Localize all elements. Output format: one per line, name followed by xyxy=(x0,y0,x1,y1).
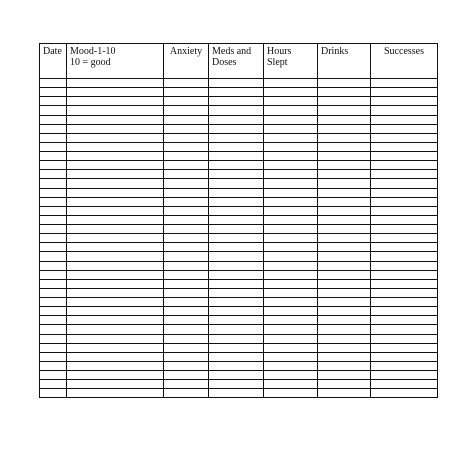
cell-date[interactable] xyxy=(40,79,67,88)
cell-mood[interactable] xyxy=(67,79,164,88)
cell-successes[interactable] xyxy=(371,261,438,270)
cell-drinks[interactable] xyxy=(318,389,371,398)
cell-drinks[interactable] xyxy=(318,206,371,215)
cell-anxiety[interactable] xyxy=(164,79,209,88)
cell-mood[interactable] xyxy=(67,142,164,151)
cell-mood[interactable] xyxy=(67,179,164,188)
cell-anxiety[interactable] xyxy=(164,106,209,115)
cell-successes[interactable] xyxy=(371,115,438,124)
table-row xyxy=(40,161,438,170)
cell-mood[interactable] xyxy=(67,352,164,361)
cell-drinks[interactable] xyxy=(318,79,371,88)
cell-date[interactable] xyxy=(40,106,67,115)
cell-hours-slept[interactable] xyxy=(264,197,318,206)
cell-date[interactable] xyxy=(40,325,67,334)
cell-successes[interactable] xyxy=(371,252,438,261)
cell-date[interactable] xyxy=(40,261,67,270)
cell-meds[interactable] xyxy=(209,380,264,389)
cell-hours-slept[interactable] xyxy=(264,298,318,307)
cell-drinks[interactable] xyxy=(318,142,371,151)
cell-hours-slept[interactable] xyxy=(264,97,318,106)
table-row xyxy=(40,170,438,179)
table-row xyxy=(40,115,438,124)
cell-meds[interactable] xyxy=(209,234,264,243)
cell-anxiety[interactable] xyxy=(164,206,209,215)
cell-successes[interactable] xyxy=(371,206,438,215)
table-body xyxy=(40,79,438,398)
cell-successes[interactable] xyxy=(371,371,438,380)
cell-drinks[interactable] xyxy=(318,179,371,188)
cell-successes[interactable] xyxy=(371,234,438,243)
table-row xyxy=(40,261,438,270)
cell-drinks[interactable] xyxy=(318,352,371,361)
cell-anxiety[interactable] xyxy=(164,133,209,142)
cell-anxiety[interactable] xyxy=(164,197,209,206)
cell-mood[interactable] xyxy=(67,389,164,398)
cell-anxiety[interactable] xyxy=(164,316,209,325)
cell-anxiety[interactable] xyxy=(164,298,209,307)
cell-anxiety[interactable] xyxy=(164,343,209,352)
table-row xyxy=(40,334,438,343)
cell-meds[interactable] xyxy=(209,325,264,334)
cell-anxiety[interactable] xyxy=(164,170,209,179)
cell-hours-slept[interactable] xyxy=(264,288,318,297)
cell-anxiety[interactable] xyxy=(164,389,209,398)
cell-date[interactable] xyxy=(40,234,67,243)
cell-successes[interactable] xyxy=(371,152,438,161)
cell-hours-slept[interactable] xyxy=(264,380,318,389)
table-row xyxy=(40,252,438,261)
table-row xyxy=(40,152,438,161)
cell-hours-slept[interactable] xyxy=(264,79,318,88)
cell-mood[interactable] xyxy=(67,225,164,234)
cell-drinks[interactable] xyxy=(318,170,371,179)
table-row xyxy=(40,389,438,398)
cell-meds[interactable] xyxy=(209,279,264,288)
cell-hours-slept[interactable] xyxy=(264,142,318,151)
cell-anxiety[interactable] xyxy=(164,124,209,133)
cell-meds[interactable] xyxy=(209,334,264,343)
cell-hours-slept[interactable] xyxy=(264,361,318,370)
cell-date[interactable] xyxy=(40,115,67,124)
cell-successes[interactable] xyxy=(371,142,438,151)
cell-hours-slept[interactable] xyxy=(264,343,318,352)
cell-anxiety[interactable] xyxy=(164,261,209,270)
table-row xyxy=(40,179,438,188)
cell-hours-slept[interactable] xyxy=(264,334,318,343)
cell-hours-slept[interactable] xyxy=(264,161,318,170)
cell-mood[interactable] xyxy=(67,252,164,261)
cell-date[interactable] xyxy=(40,270,67,279)
cell-date[interactable] xyxy=(40,152,67,161)
cell-anxiety[interactable] xyxy=(164,371,209,380)
cell-drinks[interactable] xyxy=(318,133,371,142)
cell-drinks[interactable] xyxy=(318,334,371,343)
table-row xyxy=(40,316,438,325)
cell-meds[interactable] xyxy=(209,270,264,279)
table-row xyxy=(40,225,438,234)
cell-hours-slept[interactable] xyxy=(264,252,318,261)
cell-meds[interactable] xyxy=(209,316,264,325)
cell-date[interactable] xyxy=(40,316,67,325)
cell-drinks[interactable] xyxy=(318,316,371,325)
cell-drinks[interactable] xyxy=(318,106,371,115)
cell-mood[interactable] xyxy=(67,288,164,297)
cell-date[interactable] xyxy=(40,161,67,170)
cell-anxiety[interactable] xyxy=(164,307,209,316)
header-anxiety: Anxiety xyxy=(164,44,209,79)
cell-successes[interactable] xyxy=(371,316,438,325)
cell-date[interactable] xyxy=(40,343,67,352)
header-row xyxy=(40,44,438,79)
cell-successes[interactable] xyxy=(371,334,438,343)
cell-hours-slept[interactable] xyxy=(264,389,318,398)
cell-drinks[interactable] xyxy=(318,152,371,161)
header-mood: Mood-1-10 10 = good xyxy=(67,44,164,79)
cell-anxiety[interactable] xyxy=(164,161,209,170)
cell-meds[interactable] xyxy=(209,252,264,261)
header-hours-slept: Hours Slept xyxy=(264,44,318,79)
cell-hours-slept[interactable] xyxy=(264,243,318,252)
cell-drinks[interactable] xyxy=(318,161,371,170)
cell-date[interactable] xyxy=(40,188,67,197)
cell-hours-slept[interactable] xyxy=(264,234,318,243)
cell-anxiety[interactable] xyxy=(164,361,209,370)
cell-drinks[interactable] xyxy=(318,234,371,243)
cell-anxiety[interactable] xyxy=(164,225,209,234)
cell-hours-slept[interactable] xyxy=(264,152,318,161)
cell-date[interactable] xyxy=(40,197,67,206)
cell-drinks[interactable] xyxy=(318,361,371,370)
cell-anxiety[interactable] xyxy=(164,142,209,151)
cell-anxiety[interactable] xyxy=(164,152,209,161)
cell-meds[interactable] xyxy=(209,288,264,297)
cell-drinks[interactable] xyxy=(318,225,371,234)
cell-drinks[interactable] xyxy=(318,288,371,297)
cell-mood[interactable] xyxy=(67,106,164,115)
cell-mood[interactable] xyxy=(67,298,164,307)
cell-successes[interactable] xyxy=(371,380,438,389)
cell-date[interactable] xyxy=(40,334,67,343)
cell-hours-slept[interactable] xyxy=(264,179,318,188)
cell-anxiety[interactable] xyxy=(164,88,209,97)
table-row xyxy=(40,234,438,243)
cell-drinks[interactable] xyxy=(318,325,371,334)
cell-anxiety[interactable] xyxy=(164,234,209,243)
cell-date[interactable] xyxy=(40,215,67,224)
cell-successes[interactable] xyxy=(371,279,438,288)
cell-meds[interactable] xyxy=(209,152,264,161)
cell-meds[interactable] xyxy=(209,243,264,252)
cell-date[interactable] xyxy=(40,352,67,361)
header-drinks: Drinks xyxy=(318,44,371,79)
cell-successes[interactable] xyxy=(371,88,438,97)
cell-date[interactable] xyxy=(40,206,67,215)
cell-hours-slept[interactable] xyxy=(264,316,318,325)
cell-anxiety[interactable] xyxy=(164,279,209,288)
cell-anxiety[interactable] xyxy=(164,288,209,297)
cell-mood[interactable] xyxy=(67,133,164,142)
cell-date[interactable] xyxy=(40,124,67,133)
cell-meds[interactable] xyxy=(209,206,264,215)
cell-mood[interactable] xyxy=(67,88,164,97)
cell-mood[interactable] xyxy=(67,270,164,279)
cell-anxiety[interactable] xyxy=(164,188,209,197)
cell-hours-slept[interactable] xyxy=(264,307,318,316)
table-row xyxy=(40,88,438,97)
table-row xyxy=(40,307,438,316)
cell-anxiety[interactable] xyxy=(164,352,209,361)
cell-successes[interactable] xyxy=(371,225,438,234)
cell-date[interactable] xyxy=(40,288,67,297)
cell-drinks[interactable] xyxy=(318,298,371,307)
cell-anxiety[interactable] xyxy=(164,97,209,106)
table-row xyxy=(40,361,438,370)
cell-anxiety[interactable] xyxy=(164,325,209,334)
cell-drinks[interactable] xyxy=(318,97,371,106)
cell-hours-slept[interactable] xyxy=(264,133,318,142)
table-row xyxy=(40,343,438,352)
cell-date[interactable] xyxy=(40,142,67,151)
table-row xyxy=(40,188,438,197)
cell-successes[interactable] xyxy=(371,307,438,316)
cell-drinks[interactable] xyxy=(318,188,371,197)
cell-drinks[interactable] xyxy=(318,124,371,133)
cell-meds[interactable] xyxy=(209,115,264,124)
cell-meds[interactable] xyxy=(209,361,264,370)
header-meds-and-doses: Meds and Doses xyxy=(209,44,264,79)
cell-anxiety[interactable] xyxy=(164,115,209,124)
cell-successes[interactable] xyxy=(371,197,438,206)
cell-successes[interactable] xyxy=(371,170,438,179)
cell-mood[interactable] xyxy=(67,261,164,270)
cell-mood[interactable] xyxy=(67,343,164,352)
cell-date[interactable] xyxy=(40,380,67,389)
table-row xyxy=(40,215,438,224)
cell-hours-slept[interactable] xyxy=(264,88,318,97)
cell-hours-slept[interactable] xyxy=(264,206,318,215)
cell-date[interactable] xyxy=(40,133,67,142)
cell-meds[interactable] xyxy=(209,225,264,234)
cell-successes[interactable] xyxy=(371,124,438,133)
cell-hours-slept[interactable] xyxy=(264,261,318,270)
cell-successes[interactable] xyxy=(371,188,438,197)
cell-meds[interactable] xyxy=(209,371,264,380)
cell-meds[interactable] xyxy=(209,106,264,115)
cell-meds[interactable] xyxy=(209,133,264,142)
cell-successes[interactable] xyxy=(371,179,438,188)
table-row xyxy=(40,106,438,115)
cell-hours-slept[interactable] xyxy=(264,225,318,234)
cell-hours-slept[interactable] xyxy=(264,115,318,124)
mood-log-table xyxy=(39,43,438,398)
cell-meds[interactable] xyxy=(209,188,264,197)
cell-anxiety[interactable] xyxy=(164,270,209,279)
cell-drinks[interactable] xyxy=(318,371,371,380)
table-row xyxy=(40,79,438,88)
cell-meds[interactable] xyxy=(209,79,264,88)
cell-successes[interactable] xyxy=(371,325,438,334)
table-row xyxy=(40,298,438,307)
cell-date[interactable] xyxy=(40,389,67,398)
cell-anxiety[interactable] xyxy=(164,334,209,343)
cell-successes[interactable] xyxy=(371,270,438,279)
header-successes: Successes xyxy=(371,44,438,79)
cell-drinks[interactable] xyxy=(318,197,371,206)
cell-drinks[interactable] xyxy=(318,380,371,389)
table-row xyxy=(40,380,438,389)
cell-hours-slept[interactable] xyxy=(264,106,318,115)
table-row xyxy=(40,270,438,279)
cell-successes[interactable] xyxy=(371,97,438,106)
cell-meds[interactable] xyxy=(209,389,264,398)
cell-drinks[interactable] xyxy=(318,215,371,224)
cell-hours-slept[interactable] xyxy=(264,170,318,179)
cell-anxiety[interactable] xyxy=(164,179,209,188)
table-row xyxy=(40,352,438,361)
cell-successes[interactable] xyxy=(371,106,438,115)
cell-mood[interactable] xyxy=(67,206,164,215)
cell-successes[interactable] xyxy=(371,79,438,88)
cell-drinks[interactable] xyxy=(318,279,371,288)
cell-drinks[interactable] xyxy=(318,270,371,279)
cell-successes[interactable] xyxy=(371,389,438,398)
cell-date[interactable] xyxy=(40,279,67,288)
cell-drinks[interactable] xyxy=(318,252,371,261)
cell-mood[interactable] xyxy=(67,380,164,389)
cell-meds[interactable] xyxy=(209,307,264,316)
cell-meds[interactable] xyxy=(209,179,264,188)
cell-date[interactable] xyxy=(40,97,67,106)
cell-mood[interactable] xyxy=(67,234,164,243)
cell-mood[interactable] xyxy=(67,215,164,224)
cell-hours-slept[interactable] xyxy=(264,352,318,361)
cell-mood[interactable] xyxy=(67,115,164,124)
cell-anxiety[interactable] xyxy=(164,243,209,252)
cell-mood[interactable] xyxy=(67,97,164,106)
cell-hours-slept[interactable] xyxy=(264,215,318,224)
cell-date[interactable] xyxy=(40,307,67,316)
cell-successes[interactable] xyxy=(371,288,438,297)
cell-mood[interactable] xyxy=(67,279,164,288)
table-row xyxy=(40,243,438,252)
cell-hours-slept[interactable] xyxy=(264,325,318,334)
cell-meds[interactable] xyxy=(209,197,264,206)
cell-date[interactable] xyxy=(40,298,67,307)
cell-mood[interactable] xyxy=(67,334,164,343)
cell-anxiety[interactable] xyxy=(164,252,209,261)
cell-meds[interactable] xyxy=(209,170,264,179)
header-date: Date xyxy=(40,44,67,79)
cell-drinks[interactable] xyxy=(318,115,371,124)
cell-mood[interactable] xyxy=(67,124,164,133)
cell-meds[interactable] xyxy=(209,124,264,133)
cell-mood[interactable] xyxy=(67,188,164,197)
cell-drinks[interactable] xyxy=(318,243,371,252)
cell-meds[interactable] xyxy=(209,352,264,361)
cell-mood[interactable] xyxy=(67,152,164,161)
cell-mood[interactable] xyxy=(67,361,164,370)
cell-successes[interactable] xyxy=(371,352,438,361)
cell-date[interactable] xyxy=(40,88,67,97)
cell-drinks[interactable] xyxy=(318,343,371,352)
cell-hours-slept[interactable] xyxy=(264,270,318,279)
table-row xyxy=(40,288,438,297)
cell-anxiety[interactable] xyxy=(164,380,209,389)
cell-date[interactable] xyxy=(40,252,67,261)
cell-meds[interactable] xyxy=(209,298,264,307)
cell-hours-slept[interactable] xyxy=(264,124,318,133)
table-row xyxy=(40,279,438,288)
cell-meds[interactable] xyxy=(209,97,264,106)
cell-date[interactable] xyxy=(40,243,67,252)
cell-meds[interactable] xyxy=(209,215,264,224)
cell-mood[interactable] xyxy=(67,170,164,179)
table-row xyxy=(40,206,438,215)
cell-date[interactable] xyxy=(40,179,67,188)
cell-meds[interactable] xyxy=(209,161,264,170)
table-row xyxy=(40,97,438,106)
cell-mood[interactable] xyxy=(67,197,164,206)
cell-date[interactable] xyxy=(40,371,67,380)
cell-meds[interactable] xyxy=(209,142,264,151)
cell-mood[interactable] xyxy=(67,307,164,316)
cell-hours-slept[interactable] xyxy=(264,371,318,380)
cell-hours-slept[interactable] xyxy=(264,188,318,197)
cell-meds[interactable] xyxy=(209,88,264,97)
cell-hours-slept[interactable] xyxy=(264,279,318,288)
cell-drinks[interactable] xyxy=(318,307,371,316)
table-row xyxy=(40,124,438,133)
cell-drinks[interactable] xyxy=(318,261,371,270)
cell-date[interactable] xyxy=(40,361,67,370)
cell-successes[interactable] xyxy=(371,361,438,370)
cell-date[interactable] xyxy=(40,225,67,234)
table-row xyxy=(40,371,438,380)
cell-mood[interactable] xyxy=(67,371,164,380)
cell-mood[interactable] xyxy=(67,316,164,325)
cell-mood[interactable] xyxy=(67,243,164,252)
table-row xyxy=(40,197,438,206)
cell-meds[interactable] xyxy=(209,343,264,352)
cell-successes[interactable] xyxy=(371,161,438,170)
cell-meds[interactable] xyxy=(209,261,264,270)
cell-successes[interactable] xyxy=(371,133,438,142)
cell-date[interactable] xyxy=(40,170,67,179)
table-row xyxy=(40,142,438,151)
table-row xyxy=(40,325,438,334)
cell-drinks[interactable] xyxy=(318,88,371,97)
cell-successes[interactable] xyxy=(371,298,438,307)
cell-mood[interactable] xyxy=(67,325,164,334)
cell-successes[interactable] xyxy=(371,215,438,224)
cell-successes[interactable] xyxy=(371,343,438,352)
cell-anxiety[interactable] xyxy=(164,215,209,224)
cell-successes[interactable] xyxy=(371,243,438,252)
table-row xyxy=(40,133,438,142)
cell-mood[interactable] xyxy=(67,161,164,170)
